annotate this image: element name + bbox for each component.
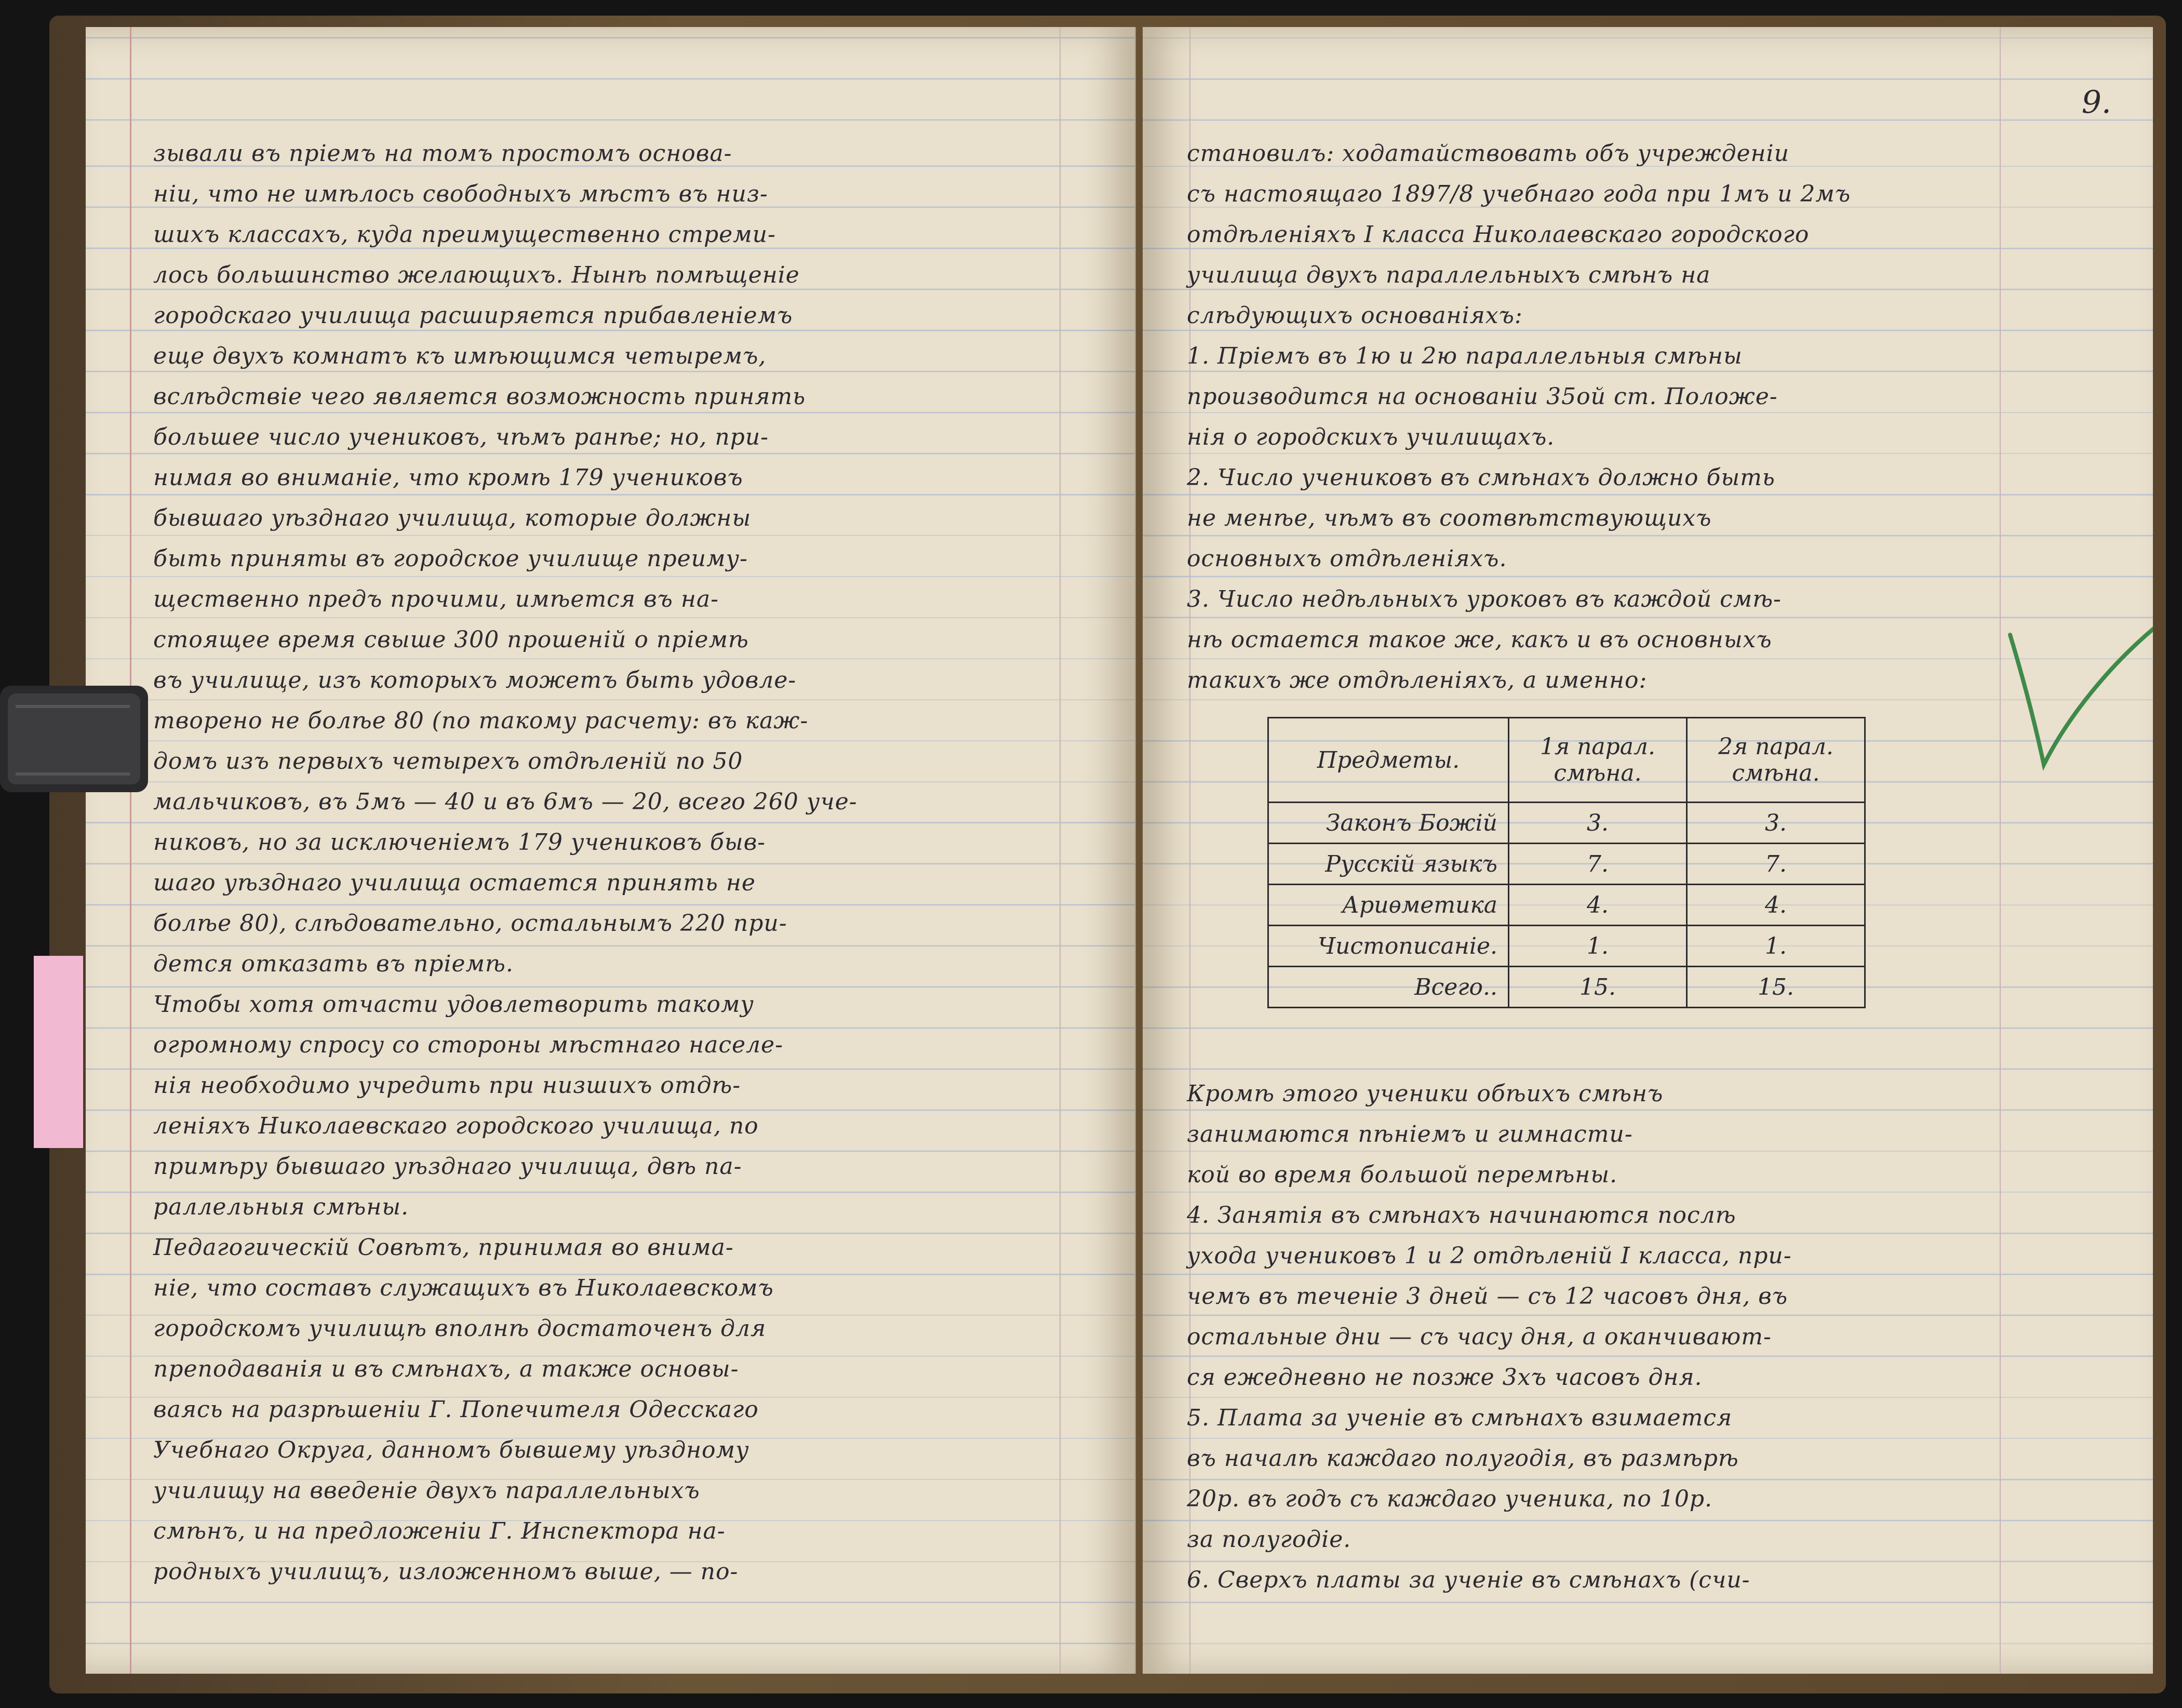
- subject-cell: Законъ Божiй: [1268, 803, 1509, 844]
- text-line: остальные дни — съ часу дня, а оканчивают-: [1187, 1324, 1772, 1350]
- text-line: зывали въ прiемъ на томъ простомъ основа-: [153, 140, 732, 167]
- text-line: болѣе 80), слѣдовательно, остальнымъ 220 при-: [153, 910, 787, 937]
- text-line: нiи, что не имѣлось свободныхъ мѣстъ въ низ-: [153, 181, 768, 207]
- left-page: [86, 27, 1136, 1674]
- text-line: въ началѣ каждаго полугодiя, въ размѣрѣ: [1187, 1445, 1739, 1472]
- text-line: чемъ въ теченiе 3 дней — съ 12 часовъ дня, въ: [1187, 1283, 1788, 1310]
- text-line: отдѣленiяхъ I класса Николаевскаго городского: [1187, 221, 1810, 248]
- text-line: слѣдующихъ основанiяхъ:: [1187, 302, 1523, 329]
- text-line: щественно предъ прочими, имѣется въ на-: [153, 586, 719, 612]
- binder-clip-icon: [0, 675, 148, 803]
- subject-cell: Чистописанiе.: [1268, 926, 1509, 967]
- lesson-count-cell: 15.: [1687, 967, 1865, 1008]
- subject-cell: Всего..: [1268, 967, 1509, 1008]
- text-line: училищу на введенiе двухъ параллельныхъ: [153, 1477, 700, 1504]
- text-line: дется отказать въ прiемѣ.: [153, 951, 514, 977]
- table-row: [1268, 967, 1865, 1008]
- text-line: преподаванiя и въ смѣнахъ, а также основы-: [153, 1356, 739, 1382]
- text-line: нимая во вниманiе, что кромѣ 179 учениковъ: [153, 464, 743, 491]
- table-header-cell: Предметы.: [1268, 718, 1509, 803]
- right-page-text-bottom: [1187, 1074, 2080, 1600]
- text-line: занимаются пѣнiемъ и гимнасти-: [1187, 1121, 1633, 1147]
- text-line: 1. Прiемъ въ 1ю и 2ю параллельныя смѣны: [1187, 343, 1743, 369]
- text-line: 3. Число недѣльныхъ уроковъ въ каждой смѣ-: [1187, 586, 1782, 612]
- text-line: 4. Занятiя въ смѣнахъ начинаются послѣ: [1187, 1202, 1736, 1229]
- page-number: 9.: [2081, 84, 2111, 121]
- text-line: мальчиковъ, въ 5мъ — 40 и въ 6мъ — 20, всего 260 уче-: [153, 789, 858, 815]
- text-line: городскаго училища расширяется прибавленiемъ: [153, 302, 793, 329]
- text-line: шихъ классахъ, куда преимущественно стреми-: [153, 221, 776, 248]
- text-line: еще двухъ комнатъ къ имѣющимся четыремъ,: [153, 343, 767, 369]
- text-line: творено не болѣе 80 (по такому расчету: въ каж-: [153, 708, 809, 734]
- text-line: вслѣдствiе чего является возможность принять: [153, 383, 806, 410]
- lesson-count-cell: 1.: [1687, 926, 1865, 967]
- text-line: смѣнъ, и на предложенiи Г. Инспектора на-: [153, 1518, 726, 1544]
- text-line: ся ежедневно не позже 3хъ часовъ дня.: [1187, 1364, 1703, 1391]
- text-line: Учебнаго Округа, данномъ бывшему уѣздному: [153, 1437, 749, 1463]
- subject-cell: Русскiй языкъ: [1268, 844, 1509, 885]
- margin-rule: [130, 27, 131, 1674]
- text-line: ухода учениковъ 1 и 2 отдѣленiй I класса, при-: [1187, 1243, 1792, 1269]
- text-line: родныхъ училищъ, изложенномъ выше, — по-: [153, 1558, 739, 1585]
- table-header-cell: 1я парал. смѣна.: [1509, 718, 1687, 803]
- text-line: ленiяхъ Николаевскаго городского училища, по: [153, 1113, 759, 1139]
- text-line: основныхъ отдѣленiяхъ.: [1187, 545, 1507, 572]
- right-page-text-top: [1187, 134, 2080, 701]
- right-page: [1143, 27, 2153, 1674]
- text-line: нiя необходимо учредить при низшихъ отдѣ-: [153, 1072, 741, 1099]
- text-line: 5. Плата за ученiе въ смѣнахъ взимается: [1187, 1405, 1733, 1431]
- text-line: стоящее время свыше 300 прошенiй о прiемѣ: [153, 626, 749, 653]
- text-line: такихъ же отдѣленiяхъ, а именно:: [1187, 667, 1648, 693]
- checkmark-icon: [2005, 624, 2153, 780]
- text-line: 20р. въ годъ съ каждаго ученика, по 10р.: [1187, 1486, 1712, 1512]
- text-line: городскомъ училищѣ вполнѣ достаточенъ для: [153, 1315, 767, 1342]
- table-row: [1268, 844, 1865, 885]
- text-line: нѣ остается такое же, какъ и въ основныхъ: [1187, 626, 1772, 653]
- text-line: училища двухъ параллельныхъ смѣнъ на: [1187, 262, 1711, 288]
- text-line: бывшаго уѣзднаго училища, которые должны: [153, 505, 752, 531]
- table-row: [1268, 803, 1865, 844]
- text-line: нiя о городскихъ училищахъ.: [1187, 424, 1555, 450]
- lesson-count-cell: 15.: [1509, 967, 1687, 1008]
- text-line: большее число учениковъ, чѣмъ ранѣе; но, при-: [153, 424, 769, 450]
- text-line: Чтобы хотя отчасти удовлетворить такому: [153, 991, 754, 1018]
- text-line: становилъ: ходатайствовать объ учрежденiи: [1187, 140, 1789, 167]
- subject-cell: Ариѳметика: [1268, 885, 1509, 926]
- lesson-count-cell: 4.: [1509, 885, 1687, 926]
- text-line: производится на основанiи 35ой ст. Положе-: [1187, 383, 1778, 410]
- table-row: [1268, 926, 1865, 967]
- text-line: кой во время большой перемѣны.: [1187, 1162, 1618, 1188]
- text-line: огромному спросу со стороны мѣстнаго населе-: [153, 1032, 783, 1058]
- lesson-count-cell: 4.: [1687, 885, 1865, 926]
- text-line: домъ изъ первыхъ четырехъ отдѣленiй по 50: [153, 748, 743, 775]
- text-line: нiе, что составъ служащихъ въ Николаевскомъ: [153, 1275, 774, 1301]
- text-line: 2. Число учениковъ въ смѣнахъ должно быть: [1187, 464, 1775, 491]
- table-header-row: [1268, 718, 1865, 803]
- text-line: не менѣе, чѣмъ въ соотвѣтствующихъ: [1187, 505, 1712, 531]
- text-line: шаго уѣзднаго училища остается принять не: [153, 870, 756, 896]
- text-line: лось большинство желающихъ. Нынѣ помѣщенiе: [153, 262, 800, 288]
- text-line: примѣру бывшаго уѣзднаго училища, двѣ па-: [153, 1153, 742, 1180]
- lesson-count-cell: 3.: [1687, 803, 1865, 844]
- table-row: [1268, 885, 1865, 926]
- text-line: Кромѣ этого ученики обѣихъ смѣнъ: [1187, 1080, 1664, 1107]
- lesson-count-cell: 3.: [1509, 803, 1687, 844]
- text-line: никовъ, но за исключенiемъ 179 учениковъ быв-: [153, 829, 766, 856]
- lesson-count-cell: 7.: [1687, 844, 1865, 885]
- text-line: быть приняты въ городское училище преиму-: [153, 545, 748, 572]
- text-line: въ училище, изъ которыхъ можетъ быть удовле-: [153, 667, 797, 693]
- lesson-count-cell: 1.: [1509, 926, 1687, 967]
- text-line: Педагогическiй Совѣтъ, принимая во внима-: [153, 1234, 734, 1261]
- lesson-count-cell: 7.: [1509, 844, 1687, 885]
- table-header-cell: 2я парал. смѣна.: [1687, 718, 1865, 803]
- text-line: за полугодiе.: [1187, 1526, 1351, 1553]
- text-line: раллельныя смѣны.: [153, 1194, 409, 1220]
- text-line: 6. Сверхъ платы за ученiе въ смѣнахъ (счи-: [1187, 1567, 1750, 1593]
- text-line: съ настоящаго 1897/8 учебнаго года при 1мъ и 2мъ: [1187, 181, 1851, 207]
- lesson-table: [1267, 717, 1866, 1008]
- pink-tab: [34, 956, 83, 1148]
- left-page-text: [153, 134, 1067, 1592]
- text-line: ваясь на разрѣшенiи Г. Попечителя Одесскаго: [153, 1396, 759, 1423]
